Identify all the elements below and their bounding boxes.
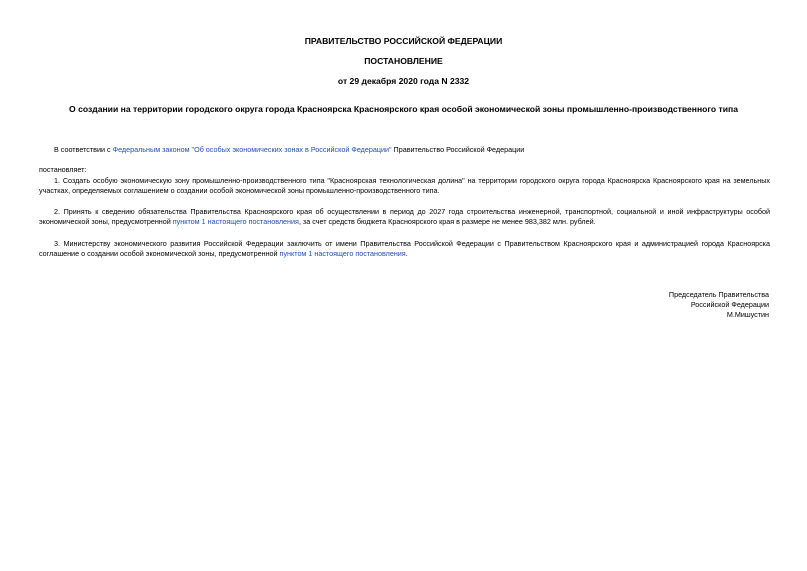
item-3-text-after: . bbox=[405, 249, 408, 258]
preamble-text-after: Правительство Российской Федерации bbox=[391, 145, 525, 154]
item-3-text-before: 3. Министерству экономического развития Российской Федерации заключить от имени Правительства Российской Федерации с Правительством Красноярского края и администрацией города Красноярска соглашение о создании особой экономической зоны, предусмотренной bbox=[39, 239, 770, 258]
item-3-paragraph bbox=[39, 239, 770, 259]
item-2-text-after: , за счет средств бюджета Красноярского края в размере не менее 983,382 млн. рублей. bbox=[298, 217, 596, 226]
item-2-reference-link[interactable]: пунктом 1 настоящего постановления bbox=[172, 217, 299, 226]
preamble-paragraph bbox=[39, 145, 770, 155]
decrees-label: постановляет: bbox=[39, 165, 87, 174]
signature-body: Российской Федерации bbox=[690, 300, 769, 309]
document-type-heading: ПОСТАНОВЛЕНИЕ bbox=[364, 56, 443, 66]
federal-law-link[interactable]: Федеральным законом "Об особых экономических зонах в Российской Федерации" bbox=[112, 145, 392, 154]
item-2-text-before: 2. Принять к сведению обязательства Правительства Красноярского края об осуществлении в период до 2027 года строительства инженерной, транспортной, социальной и иной инфраструктуры особой экономической зоны, предусмотренной bbox=[39, 207, 770, 226]
preamble-text-before: В соответствии с bbox=[54, 145, 113, 154]
item-2-paragraph bbox=[39, 207, 770, 227]
signature-name: М.Мишустин bbox=[726, 310, 769, 319]
organization-heading: ПРАВИТЕЛЬСТВО РОССИЙСКОЙ ФЕДЕРАЦИИ bbox=[304, 36, 503, 46]
document-date-number: от 29 декабря 2020 года N 2332 bbox=[337, 76, 470, 86]
signature-position: Председатель Правительства bbox=[668, 290, 769, 299]
item-3-reference-link[interactable]: пунктом 1 настоящего постановления bbox=[279, 249, 406, 258]
item-1-paragraph: 1. Создать особую экономическую зону промышленно-производственного типа "Красноярская технологическая долина" на территории городского округа города Красноярска Красноярского края на земельных участках, определяемых соглашением о создании особой экономической зоны промышленно-производственного типа. bbox=[39, 176, 770, 195]
document-title: О создании на территории городского округа города Красноярска Красноярского края особой экономической зоны промышленно-производственного типа bbox=[69, 104, 738, 114]
